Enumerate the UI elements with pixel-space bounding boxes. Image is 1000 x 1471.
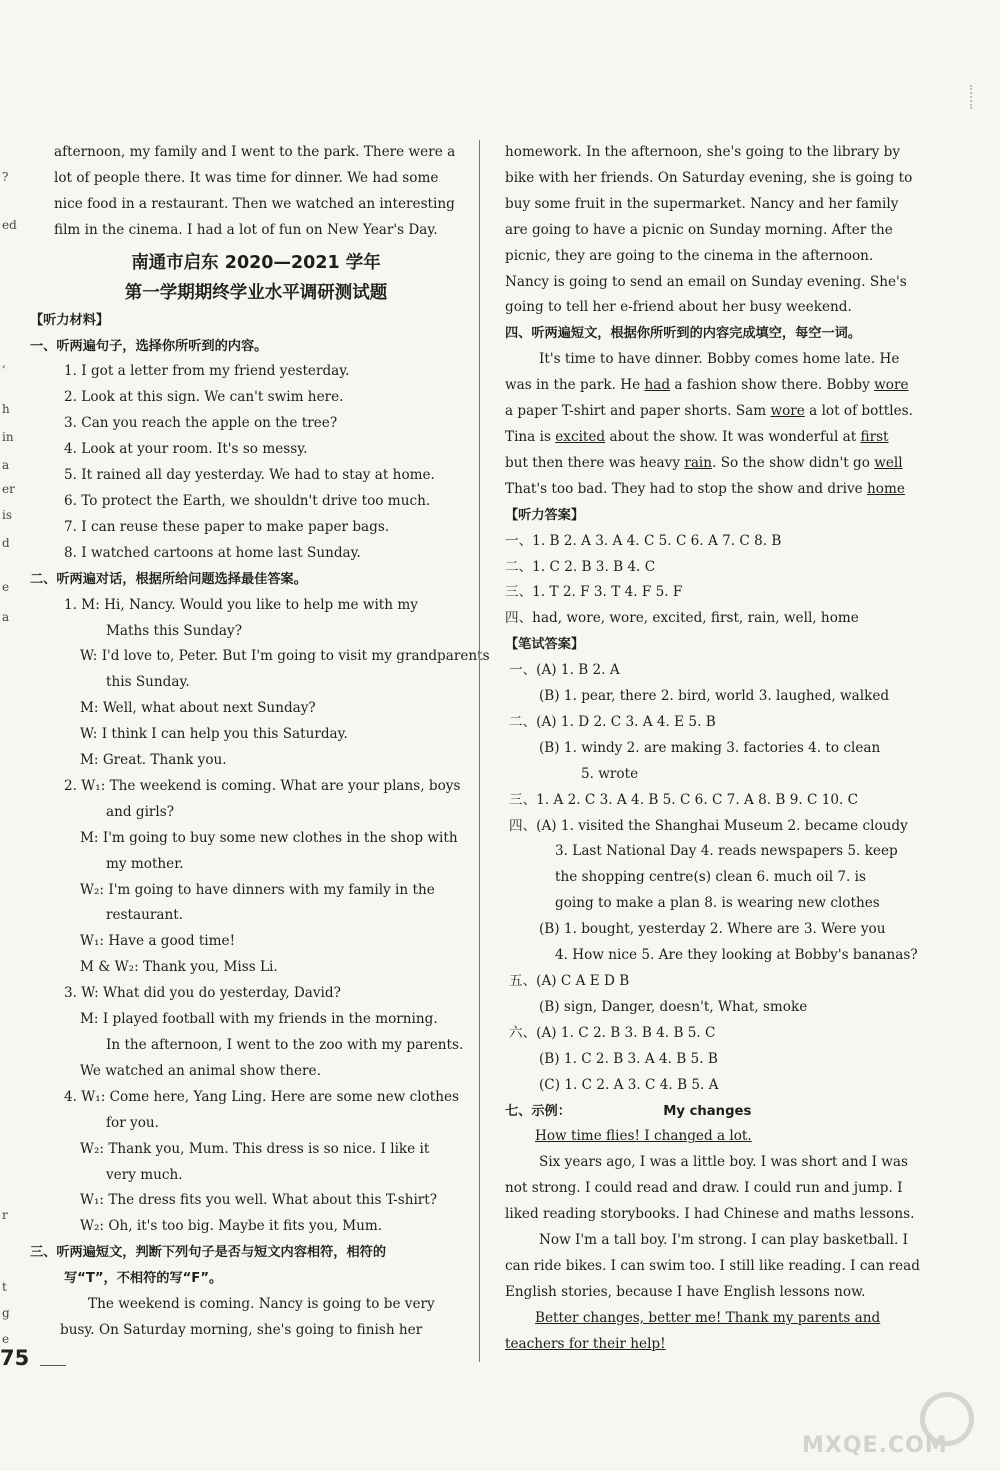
section1-item: 8. I watched cartoons at home last Sunday. [64,544,361,561]
essay-line [505,1306,905,1332]
dialogue-line: and girls? [106,803,175,820]
edge-fragment: g [2,1306,10,1320]
section7-header [505,1099,905,1125]
answer-line: (B) 1. bought, yesterday 2. Where are 3. Were you [539,921,886,938]
dialogue-line: very much. [106,1166,183,1183]
text: a paper T-shirt and paper shorts. Sam [505,403,771,420]
answer-line: the shopping centre(s) clean 6. much oil 7. is [555,869,866,886]
text: was in the park. He [505,377,645,394]
section1-item: 4. Look at your room. It's so messy. [64,441,308,458]
answer-line: 二、(A) 1. D 2. C 3. A 4. E 5. B [509,713,716,730]
edge-fragment: t [2,1280,7,1294]
essay-closing: teachers for their help! [505,1335,666,1352]
answer-line: (B) sign, Danger, doesn't, What, smoke [539,998,808,1015]
passage-line: afternoon, my family and I went to the park. There were a [54,144,456,160]
dialogue-line: We watched an animal show there. [80,1062,321,1079]
dialogue-line: W₁: Have a good time! [80,933,236,950]
essay-line [505,1332,905,1358]
essay-line: Six years ago, I was a little boy. I was short and I was [539,1154,909,1171]
section3-passage-line: The weekend is coming. Nancy is going to be very [88,1296,435,1313]
dialogue-line: for you. [106,1114,159,1131]
section7-label: 七、示例： [505,1103,571,1119]
answer-line: 一、1. B 2. A 3. A 4. C 5. C 6. A 7. C 8. B [505,532,782,549]
text: Tina is [505,428,556,445]
written-answers [505,658,918,1098]
section1-item: 1. I got a letter from my friend yesterday. [64,363,350,380]
listening-material-heading: 【听力材料】 [30,312,110,328]
answer-line: 六、(A) 1. C 2. B 3. B 4. B 5. C [509,1024,716,1041]
passage-line: It's time to have dinner. Bobby comes home late. He [539,351,900,368]
passage-line: going to tell her e-friend about her busy weekend. [505,299,852,316]
exam-title-line1: 南通市启东 2020—2021 学年 [131,252,381,273]
passage-line: lot of people there. It was time for dinner. We had some [54,169,439,186]
passage-line: nice food in a restaurant. Then we watched an interesting [54,195,455,212]
answer-blank: wore [770,403,805,420]
edge-fragment: r [2,1208,8,1222]
edge-fragment: in [2,430,14,444]
listening-answers [505,529,905,633]
section1-item: 5. It rained all day yesterday. We had to stay at home. [64,467,435,484]
answer-line: (C) 1. C 2. A 3. C 4. B 5. A [539,1076,719,1093]
essay-line: not strong. I could read and draw. I could run and jump. I [505,1180,903,1197]
answer-line: (B) 1. windy 2. are making 3. factories 4. to clean [539,739,881,756]
answer-blank: rain [684,454,713,471]
passage-line: Nancy is going to send an email on Sunday evening. She's [505,273,907,290]
essay-body [505,1150,920,1305]
dialogue-line: M: I'm going to buy some new clothes in the shop with [80,829,458,846]
passage-line [505,399,913,425]
dialogue-line: W₂: Thank you, Mum. This dress is so nice. I like it [80,1140,430,1157]
answer-line: 3. Last National Day 4. reads newspapers 5. keep [555,843,898,860]
essay-line: can ride bikes. I can swim too. I still like reading. I can read [505,1257,920,1274]
dialogue-line: In the afternoon, I went to the zoo with my parents. [106,1037,464,1053]
section3-title: 三、听两遍短文，判断下列句子是否与短文内容相符，相符的 [30,1245,387,1261]
answer-line: 四、(A) 1. visited the Shanghai Museum 2. became cloudy [509,817,908,834]
section1-item: 3. Can you reach the apple on the tree? [64,415,338,432]
answer-blank: home [867,480,905,497]
answer-line: 五、(A) C A E D B [509,973,630,989]
answer-line: 三、1. T 2. F 3. T 4. F 5. F [505,584,683,601]
section3-title-cont: 写“T”，不相符的写“F”。 [64,1271,223,1287]
dialogue-line: 2. W₁: The weekend is coming. What are your plans, boys [64,777,461,794]
exam-title-line2: 第一学期期终学业水平调研测试题 [124,282,388,303]
essay-line: liked reading storybooks. I had Chinese and maths lessons. [505,1206,915,1223]
answer-line: 5. wrote [581,765,639,782]
watermark-text: MXQE.COM [802,1433,948,1458]
answer-blank: well [874,454,903,471]
essay-line: English stories, because I have English lessons now. [505,1283,866,1300]
answer-line: (B) 1. pear, there 2. bird, world 3. laughed, walked [539,688,890,705]
edge-fragment: e [2,1332,10,1346]
dialogue-line: M: Great. Thank you. [80,752,227,769]
edge-fragment: a [2,610,10,624]
dialogue-line: restaurant. [106,907,183,924]
edge-fragment: d [2,536,10,550]
essay-title: My changes [663,1103,752,1119]
answer-blank: wore [874,377,909,394]
edge-fragment: e [2,580,10,594]
written-answers-heading: 【笔试答案】 [505,637,585,653]
text: That's too bad. They had to stop the show and drive [505,480,868,497]
scan-artifact [970,85,975,109]
listening-answers-heading: 【听力答案】 [505,507,585,523]
dialogue-line: 4. W₁: Come here, Yang Ling. Here are some new clothes [64,1088,460,1105]
answer-line: (B) 1. C 2. B 3. A 4. B 5. B [539,1050,718,1067]
section1-item: 7. I can reuse these paper to make paper bags. [64,518,390,535]
edge-fragment: a [2,458,10,472]
left-edge-fragments [0,140,22,1411]
section1-item: 6. To protect the Earth, we shouldn't drive too much. [64,492,431,509]
dialogue-line: W₂: Oh, it's too big. Maybe it fits you, Mum. [80,1218,383,1235]
section3-passage-cont [505,140,913,321]
section4-passage [505,347,913,502]
dialogue-line: M: Well, what about next Sunday? [80,700,316,717]
edge-fragment: ed [2,218,17,232]
answer-line: 四、had, wore, wore, excited, first, rain, well, home [505,610,859,627]
answer-line: 4. How nice 5. Are they looking at Bobby's bananas? [555,947,918,964]
section4-title: 四、听两遍短文，根据你所听到的内容完成填空，每空一词。 [505,326,862,342]
dialogue-line: this Sunday. [106,674,190,691]
passage-line: homework. In the afternoon, she's going to the library by [505,144,901,160]
passage-line: buy some fruit in the supermarket. Nancy and her family [505,195,899,212]
dialogue-line: Maths this Sunday? [106,622,242,639]
edge-fragment: er [2,482,15,496]
dialogue-line: W₁: The dress fits you well. What about this T-shirt? [80,1192,438,1209]
passage-line: are going to have a picnic on Sunday morning. After the [505,221,893,238]
answer-line: going to make a plan 8. is wearing new clothes [555,895,880,912]
essay-closing: Better changes, better me! Thank my parents and [535,1309,881,1326]
dialogues [30,593,490,1241]
passage-line [505,373,909,399]
passage-line: bike with her friends. On Saturday evening, she is going to [505,169,913,186]
section2-title: 二、听两遍对话，根据所给问题选择最佳答案。 [30,571,307,587]
essay-line [505,1124,905,1150]
section1-items [30,359,458,566]
dialogue-line: W: I'd love to, Peter. But I'm going to visit my grandparents [80,648,490,665]
text: . So the show didn't go [712,454,875,471]
edge-fragment: ? [2,170,9,184]
column-divider [479,140,480,1362]
dialogue-line: 1. M: Hi, Nancy. Would you like to help me with my [64,596,418,613]
right-column [505,140,920,1358]
answer-blank: first [860,428,889,445]
watermark-logo [802,1392,982,1462]
text: about the show. It was wonderful at [605,428,861,445]
left-column [30,140,490,1344]
section1-item: 2. Look at this sign. We can't swim here. [64,389,344,406]
text: a fashion show there. Bobby [670,377,875,394]
dialogue-line: W₂: I'm going to have dinners with my family in the [80,881,435,898]
page-number: 75 [0,1346,30,1370]
dialogue-line: 3. W: What did you do yesterday, David? [64,985,341,1002]
answer-blank: excited [555,428,606,445]
answer-line: 三、1. A 2. C 3. A 4. B 5. C 6. C 7. A 8. B 9. C 10. C [509,791,859,808]
passage-line: film in the cinema. I had a lot of fun on New Year's Day. [54,221,438,238]
dialogue-line: M: I played football with my friends in the morning. [80,1011,438,1028]
text: a lot of bottles. [804,403,913,420]
intro-passage [30,140,458,244]
passage-line [505,451,905,477]
page-number-rule [40,1365,66,1366]
edge-fragment: , [2,356,6,370]
edge-fragment: h [2,402,10,416]
passage-line: picnic, they are going to the cinema in the afternoon. [505,247,874,264]
dialogue-line: M & W₂: Thank you, Miss Li. [80,959,278,976]
text: but then there was heavy [505,454,685,471]
answer-line: 二、1. C 2. B 3. B 4. C [505,558,656,575]
answer-blank: had [644,377,671,394]
edge-fragment: is [2,508,12,522]
passage-line [505,425,905,451]
answer-line: 一、(A) 1. B 2. A [509,662,620,679]
essay-line: Now I'm a tall boy. I'm strong. I can play basketball. I [539,1232,908,1249]
dialogue-line: W: I think I can help you this Saturday. [80,726,348,743]
section1-title: 一、听两遍句子，选择你所听到的内容。 [30,338,268,354]
section3-passage-line: busy. On Saturday morning, she's going to finish her [60,1321,423,1338]
dialogue-line: my mother. [106,855,184,872]
passage-line [505,477,905,503]
essay-opening: How time flies! I changed a lot. [535,1128,752,1145]
